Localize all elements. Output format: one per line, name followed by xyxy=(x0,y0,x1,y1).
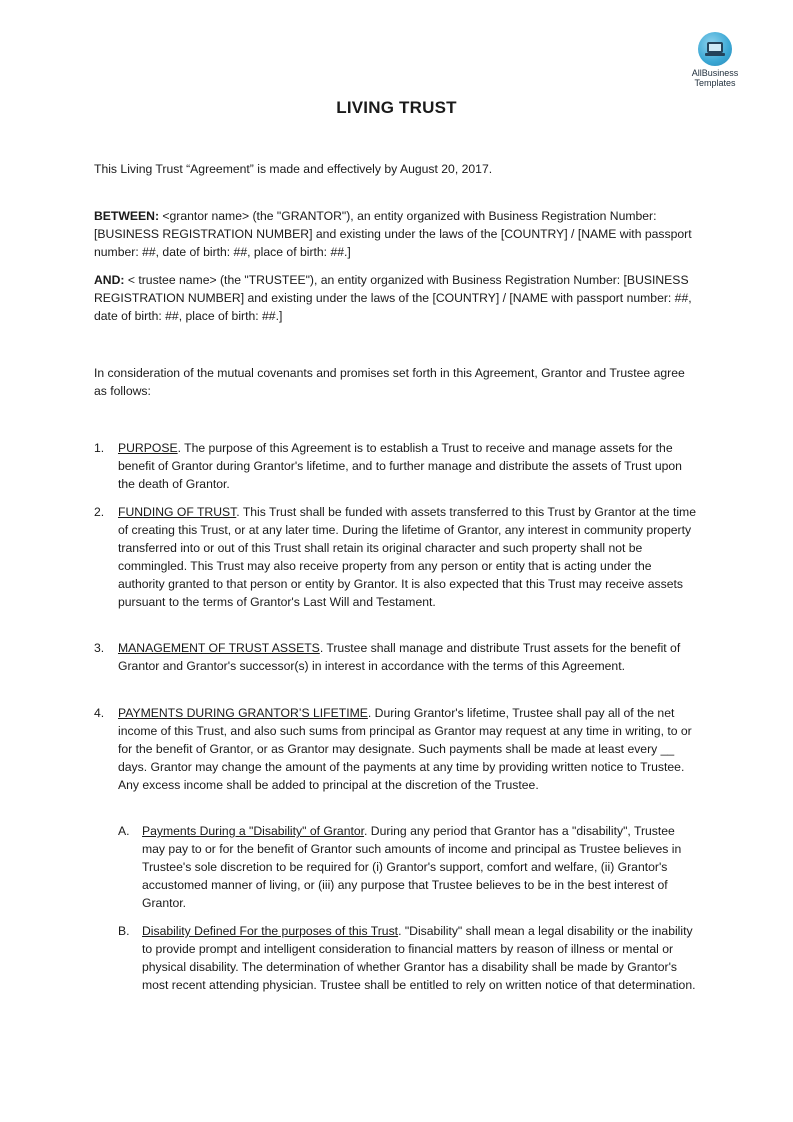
allbusiness-templates-logo[interactable] xyxy=(680,32,750,88)
document-title: LIVING TRUST xyxy=(336,98,457,117)
section-heading: FUNDING OF TRUST xyxy=(118,505,237,519)
subsection-payments-during-disability xyxy=(118,822,700,912)
logo-line-2: Templates xyxy=(694,78,736,88)
section-number: 2. xyxy=(94,505,105,519)
subsection-disability-defined xyxy=(118,922,700,994)
section-text: . During Grantor's lifetime, Trustee shall pay all of the net income of this Trust, and also such sums from principal as Grantor may request at any time in writing, to or for the benefit of Grantor, or as Grantor may designate. Such payments shall be made at least every __ days. Grantor may change the amount of the payments at any time by providing written notice to Trustee. Any excess income shall be added to principal at the discretion of the Trustee. xyxy=(118,706,692,792)
logo-text xyxy=(680,68,750,88)
and-label: AND: xyxy=(94,273,125,287)
section-management-of-trust-assets xyxy=(94,639,700,675)
and-paragraph xyxy=(94,271,700,325)
section-text: . The purpose of this Agreement is to establish a Trust to receive and manage assets for the benefit of Grantor during Grantor's lifetime, and to further manage and distribute the assets of Trust upon the death of Grantor. xyxy=(118,441,682,491)
subsection-letter: B. xyxy=(118,924,130,938)
laptop-icon xyxy=(698,32,732,66)
intro-paragraph: This Living Trust “Agreement” is made and effectively by August 20, 2017. xyxy=(94,162,493,176)
subsection-heading: Disability Defined For the purposes of this Trust xyxy=(142,924,399,938)
between-label: BETWEEN: xyxy=(94,209,159,223)
section-number: 1. xyxy=(94,441,105,455)
section-payments-during-lifetime xyxy=(94,704,700,794)
subsection-letter: A. xyxy=(118,824,130,838)
subsection-heading: Payments During a "Disability" of Grantor xyxy=(142,824,365,838)
section-heading: PAYMENTS DURING GRANTOR’S LIFETIME xyxy=(118,706,368,720)
section-purpose xyxy=(94,439,700,493)
subsection-text: . During any period that Grantor has a "disability", Trustee may pay to or for the benefit of Grantor such amounts of income and principal as Trustee believes in Trustee's sole discretion to be required for (i) Grantor's support, comfort and welfare, (ii) Grantor's accustomed manner of living, or (iii) any purpose that Trustee believes to be in the best interest of Grantor. xyxy=(142,824,682,910)
section-heading: PURPOSE xyxy=(118,441,178,455)
subsection-text: . "Disability" shall mean a legal disability or the inability to provide prompt and intelligent consideration to financial matters by reason of illness or mental or physical disability. The determination of whether Grantor has a disability shall be made by Grantor's most recent attending physician. Trustee shall be entitled to rely on written notice of that determination. xyxy=(142,924,696,992)
and-text: < trustee name> (the "TRUSTEE"), an entity organized with Business Registration Number: [BUSINESS REGISTRATION NUMBER] and existing under the laws of the [COUNTRY] / [NAME with passport number: ##, date of birth: ##, place of birth: ##.] xyxy=(94,273,692,323)
section-number: 3. xyxy=(94,641,105,655)
section-number: 4. xyxy=(94,706,105,720)
section-heading: MANAGEMENT OF TRUST ASSETS xyxy=(118,641,320,655)
between-paragraph xyxy=(94,207,700,261)
section-text: . This Trust shall be funded with assets transferred to this Trust by Grantor at the time of creating this Trust, or at any later time. During the lifetime of Grantor, any interest in community property transferred into or out of this Trust shall retain its original character and such property shall not be commingled. This Trust may also receive property from any person or entity that is acting under the authority granted to that person or entity by Grantor. It is also expected that this Trust may receive assets pursuant to the terms of Grantor's Last Will and Testament. xyxy=(118,505,696,609)
logo-line-1: AllBusiness xyxy=(691,68,739,78)
consideration-paragraph: In consideration of the mutual covenants and promises set forth in this Agreement, Grantor and Trustee agree as follows: xyxy=(94,366,685,398)
between-text: <grantor name> (the "GRANTOR"), an entity organized with Business Registration Number: [BUSINESS REGISTRATION NUMBER] and existing under the laws of the [COUNTRY] / [NAME with passport number: ##, date of birth: ##, place of birth: ##.] xyxy=(94,209,692,259)
section-text: . Trustee shall manage and distribute Trust assets for the benefit of Grantor and Grantor's successor(s) in interest in accordance with the terms of this Agreement. xyxy=(118,641,681,673)
section-funding-of-trust xyxy=(94,503,700,611)
